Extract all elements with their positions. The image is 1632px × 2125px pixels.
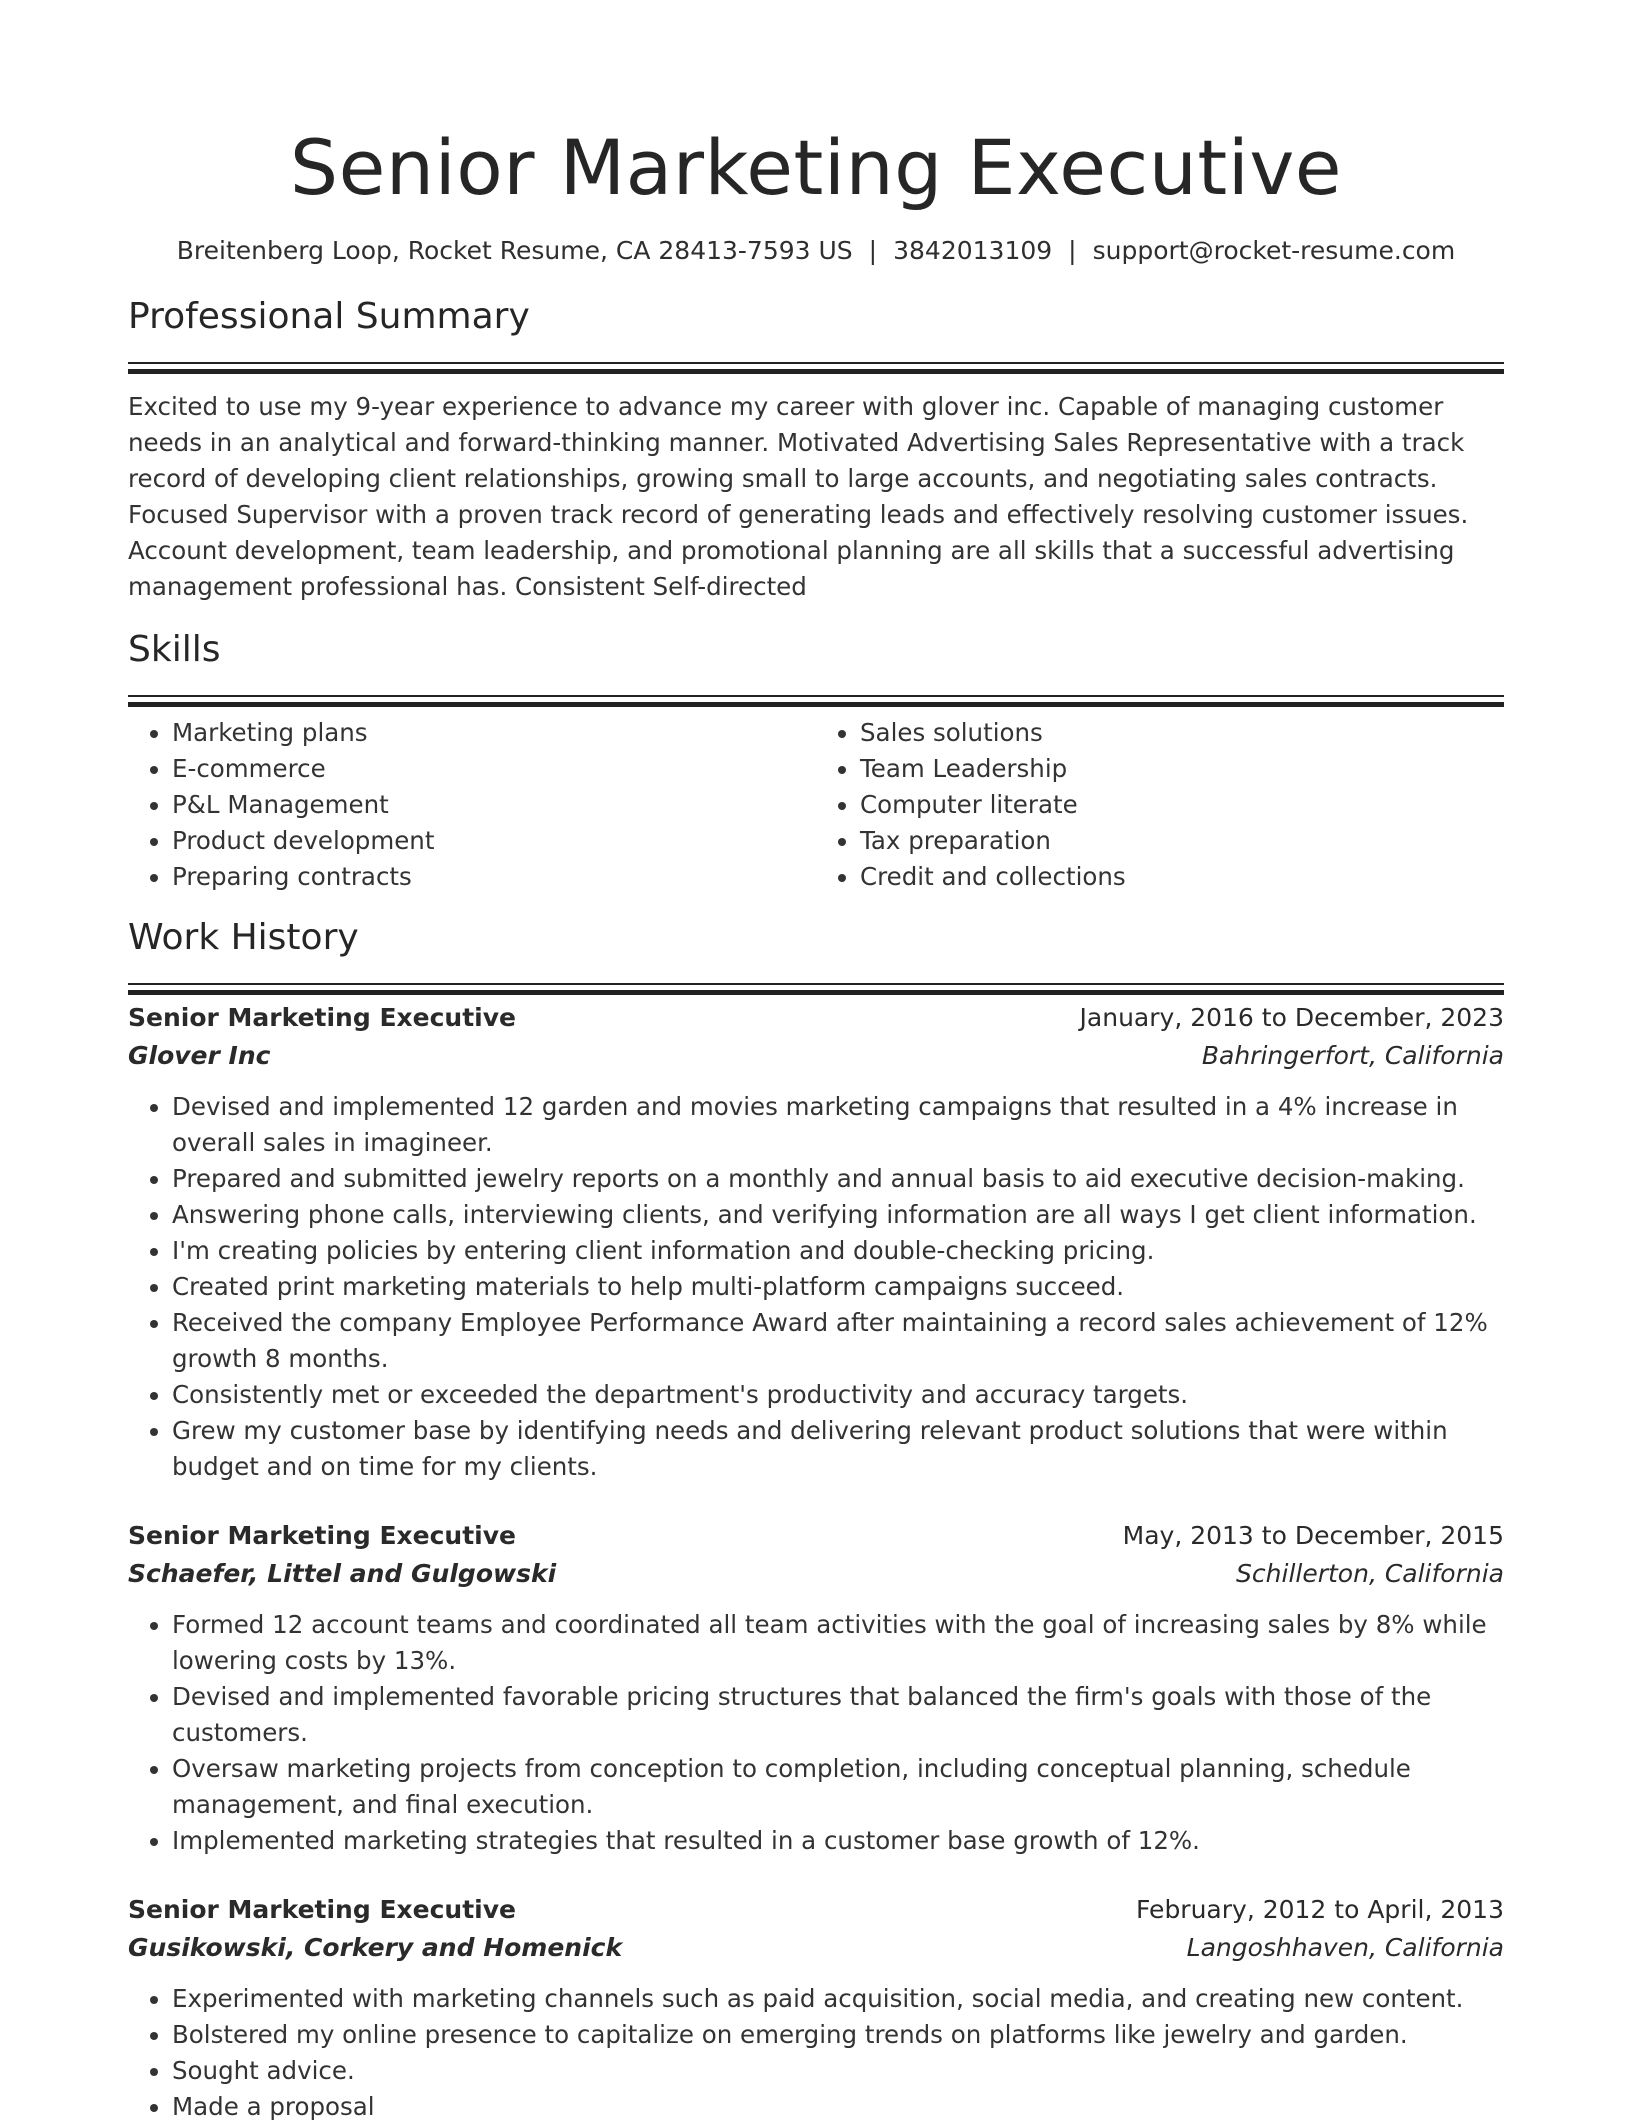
job-entry — [128, 999, 1504, 1485]
job-subheader — [128, 1037, 1504, 1075]
contact-address: Breitenberg Loop, Rocket Resume, CA 28413-7593 US — [176, 236, 853, 265]
job-title: Senior Marketing Executive — [128, 1895, 516, 1924]
skills-list — [128, 715, 1504, 895]
section-divider — [128, 362, 1504, 364]
skill-item: • Product development — [172, 823, 816, 859]
job-bullet: • Made a proposal — [172, 2089, 1504, 2125]
job-bullet: • Formed 12 account teams and coordinated all team activities with the goal of increasing sales by 8% while lowering costs by 13%. — [172, 1607, 1504, 1679]
job-bullets — [128, 1981, 1504, 2125]
summary-section — [128, 294, 1504, 605]
job-dates: February, 2012 to April, 2013 — [1136, 1895, 1504, 1924]
job-bullet: • Devised and implemented favorable pricing structures that balanced the firm's goals with those of the customers. — [172, 1679, 1504, 1751]
skills-column-right — [816, 715, 1504, 895]
section-divider — [128, 983, 1504, 985]
job-company: Schaefer, Littel and Gulgowski — [128, 1559, 557, 1588]
section-divider — [128, 695, 1504, 697]
job-bullets — [128, 1607, 1504, 1859]
contact-phone: 3842013109 — [893, 236, 1053, 265]
job-bullets — [128, 1089, 1504, 1485]
job-bullet: • Consistently met or exceeded the department's productivity and accuracy targets. — [172, 1377, 1504, 1413]
skills-section — [128, 627, 1504, 895]
job-title: Senior Marketing Executive — [128, 1003, 516, 1032]
skills-heading: Skills — [128, 629, 221, 670]
job-bullet: • Bolstered my online presence to capitalize on emerging trends on platforms like jewelry and garden. — [172, 2017, 1504, 2053]
job-entry — [128, 1517, 1504, 1859]
job-header — [128, 1517, 1504, 1555]
skill-item: • P&L Management — [172, 787, 816, 823]
skill-item: • Sales solutions — [860, 715, 1504, 751]
job-bullet: • Answering phone calls, interviewing clients, and verifying information are all ways I get client information. — [172, 1197, 1504, 1233]
job-bullet: • Grew my customer base by identifying needs and delivering relevant product solutions that were within budget and on time for my clients. — [172, 1413, 1504, 1485]
job-location: Langoshhaven, California — [1186, 1933, 1504, 1962]
job-bullet: • Implemented marketing strategies that resulted in a customer base growth of 12%. — [172, 1823, 1504, 1859]
job-entry — [128, 1891, 1504, 2125]
resume-name: Senior Marketing Executive — [289, 123, 1343, 212]
skill-item: • Tax preparation — [860, 823, 1504, 859]
work-section — [128, 915, 1504, 2125]
contact-separator: | — [868, 236, 878, 265]
job-bullet: • Oversaw marketing projects from conception to completion, including conceptual planning, schedule management, and final execution. — [172, 1751, 1504, 1823]
skills-column-left — [128, 715, 816, 895]
skill-item: • Marketing plans — [172, 715, 816, 751]
skill-item: • Credit and collections — [860, 859, 1504, 895]
contact-line — [128, 234, 1504, 268]
job-bullet: • Devised and implemented 12 garden and movies marketing campaigns that resulted in a 4% increase in overall sales in imagineer. — [172, 1089, 1504, 1161]
job-header — [128, 1891, 1504, 1929]
job-header — [128, 999, 1504, 1037]
job-bullet: • Prepared and submitted jewelry reports on a monthly and annual basis to aid executive decision-making. — [172, 1161, 1504, 1197]
skill-item: • Team Leadership — [860, 751, 1504, 787]
job-bullet: • I'm creating policies by entering client information and double-checking pricing. — [172, 1233, 1504, 1269]
job-subheader — [128, 1555, 1504, 1593]
job-bullet: • Received the company Employee Performance Award after maintaining a record sales achievement of 12% growth 8 months. — [172, 1305, 1504, 1377]
job-company: Gusikowski, Corkery and Homenick — [128, 1933, 623, 1962]
job-bullet: • Experimented with marketing channels such as paid acquisition, social media, and creating new content. — [172, 1981, 1504, 2017]
job-location: Schillerton, California — [1236, 1559, 1504, 1588]
summary-heading: Professional Summary — [128, 296, 530, 337]
job-location: Bahringerfort, California — [1201, 1041, 1504, 1070]
job-subheader — [128, 1929, 1504, 1967]
job-bullet: • Created print marketing materials to help multi-platform campaigns succeed. — [172, 1269, 1504, 1305]
summary-text: Excited to use my 9-year experience to advance my career with glover inc. Capable of managing customer needs in an analytical and forward-thinking manner. Motivated Advertising Sales Representative with a track record of developing client relationships, growing small to large accounts, and negotiating sales contracts. Focused Supervisor with a proven track record of generating leads and effectively resolving customer issues. Account development, team leadership, and promotional planning are all skills that a successful advertising management professional has. Consistent Self-directed — [128, 392, 1469, 601]
job-dates: May, 2013 to December, 2015 — [1122, 1521, 1504, 1550]
skill-item: • E-commerce — [172, 751, 816, 787]
skill-item: • Computer literate — [860, 787, 1504, 823]
job-company: Glover Inc — [128, 1041, 271, 1070]
contact-separator: | — [1068, 236, 1077, 265]
job-dates: January, 2016 to December, 2023 — [1079, 1003, 1504, 1032]
job-bullet: • Sought advice. — [172, 2053, 1504, 2089]
skill-item: • Preparing contracts — [172, 859, 816, 895]
contact-email: support@rocket-resume.com — [1092, 236, 1456, 265]
work-heading: Work History — [128, 917, 359, 958]
job-title: Senior Marketing Executive — [128, 1521, 516, 1550]
